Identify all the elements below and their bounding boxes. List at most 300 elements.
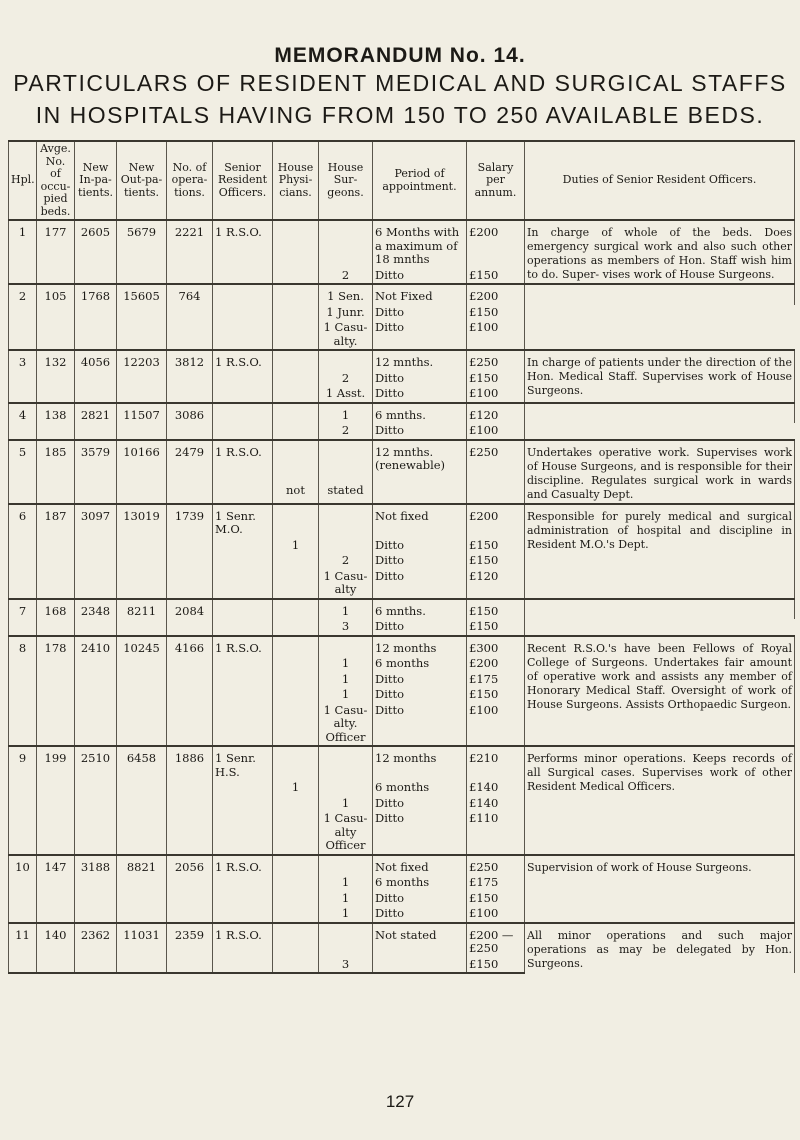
outpatients-cell	[117, 483, 167, 504]
salary-cell: £150	[467, 891, 525, 907]
beds-cell	[37, 305, 75, 321]
salary-cell: £250	[467, 350, 525, 371]
header-beds: Avge. No. of occu- pied beds.	[37, 141, 75, 220]
senior-officer-cell	[213, 906, 273, 923]
house-physicians-cell: not	[273, 483, 319, 504]
operations-cell: 2221	[167, 220, 213, 268]
outpatients-cell	[117, 957, 167, 974]
house-physicians-cell	[273, 891, 319, 907]
table-row	[9, 599, 795, 620]
beds-cell	[37, 656, 75, 672]
senior-officer-cell	[213, 875, 273, 891]
beds-cell	[37, 569, 75, 599]
beds-cell	[37, 386, 75, 403]
hospital-number-cell	[9, 957, 37, 974]
outpatients-cell: 11507	[117, 403, 167, 424]
duties-cell: Performs minor operations. Keeps records of all Surgical cases. Supervises work of other Resident Medical Officers.	[525, 746, 795, 855]
beds-cell: 185	[37, 440, 75, 483]
house-physicians-cell	[273, 636, 319, 657]
house-surgeons-cell: 1	[319, 599, 373, 620]
outpatients-cell	[117, 875, 167, 891]
table-row	[9, 855, 795, 876]
period-cell: 6 mnths.	[373, 403, 467, 424]
salary-cell: £150	[467, 553, 525, 569]
house-surgeons-cell: 2	[319, 268, 373, 285]
hospital-number-cell	[9, 703, 37, 747]
period-cell: 6 months	[373, 780, 467, 796]
inpatients-cell	[75, 780, 117, 796]
inpatients-cell	[75, 656, 117, 672]
beds-cell	[37, 957, 75, 974]
senior-officer-cell	[213, 403, 273, 424]
house-surgeons-cell: 1	[319, 403, 373, 424]
table-row	[9, 636, 795, 657]
hospital-number-cell	[9, 371, 37, 387]
house-surgeons-cell	[319, 220, 373, 268]
hospital-number-cell	[9, 538, 37, 554]
senior-officer-cell	[213, 780, 273, 796]
senior-officer-cell	[213, 811, 273, 855]
beds-cell	[37, 796, 75, 812]
table-row	[9, 320, 795, 350]
hospital-number-cell	[9, 305, 37, 321]
duties-cell: Supervision of work of House Surgeons.	[525, 855, 795, 923]
beds-cell	[37, 268, 75, 285]
table-row	[9, 619, 795, 636]
document-title-line-1: PARTICULARS OF RESIDENT MEDICAL AND SURGICAL STAFFS	[13, 70, 787, 96]
hospital-number-cell: 9	[9, 746, 37, 780]
house-physicians-cell	[273, 923, 319, 957]
period-cell: Ditto	[373, 305, 467, 321]
senior-officer-cell	[213, 553, 273, 569]
salary-cell: £150	[467, 268, 525, 285]
hospital-number-cell	[9, 483, 37, 504]
period-cell: Ditto	[373, 796, 467, 812]
senior-officer-cell	[213, 957, 273, 974]
hospital-number-cell	[9, 796, 37, 812]
inpatients-cell	[75, 538, 117, 554]
senior-officer-cell	[213, 569, 273, 599]
hospital-number-cell: 1	[9, 220, 37, 268]
outpatients-cell	[117, 268, 167, 285]
house-surgeons-cell: 1	[319, 672, 373, 688]
house-surgeons-cell	[319, 780, 373, 796]
house-surgeons-cell: 1 Sen.	[319, 284, 373, 305]
house-surgeons-cell	[319, 923, 373, 957]
inpatients-cell	[75, 386, 117, 403]
house-surgeons-cell: 1 Casu- alty.	[319, 320, 373, 350]
hospital-number-cell: 10	[9, 855, 37, 876]
operations-cell	[167, 619, 213, 636]
period-cell: Ditto	[373, 371, 467, 387]
outpatients-cell: 12203	[117, 350, 167, 371]
page-number: 127	[385, 1092, 415, 1111]
beds-cell	[37, 483, 75, 504]
period-cell: Ditto	[373, 423, 467, 440]
duties-cell: In charge of patients under the direction of the Hon. Medical Staff. Supervises work of House Surgeons.	[525, 350, 795, 403]
beds-cell	[37, 619, 75, 636]
house-physicians-cell: 1	[273, 538, 319, 554]
operations-cell	[167, 371, 213, 387]
salary-cell: £200	[467, 220, 525, 268]
beds-cell: 178	[37, 636, 75, 657]
beds-cell	[37, 703, 75, 747]
house-surgeons-cell: 1 Casu- alty Officer	[319, 811, 373, 855]
senior-officer-cell	[213, 305, 273, 321]
inpatients-cell: 2605	[75, 220, 117, 268]
operations-cell: 3812	[167, 350, 213, 371]
hospital-number-cell	[9, 553, 37, 569]
inpatients-cell	[75, 957, 117, 974]
outpatients-cell	[117, 796, 167, 812]
salary-cell: £175	[467, 672, 525, 688]
house-surgeons-cell	[319, 538, 373, 554]
house-physicians-cell	[273, 746, 319, 780]
outpatients-cell	[117, 906, 167, 923]
table-row	[9, 403, 795, 424]
salary-cell: £110	[467, 811, 525, 855]
senior-officer-cell	[213, 619, 273, 636]
salary-cell: £150	[467, 599, 525, 620]
house-physicians-cell	[273, 703, 319, 747]
house-surgeons-cell: 3	[319, 619, 373, 636]
beds-cell	[37, 538, 75, 554]
period-cell: Ditto	[373, 811, 467, 855]
inpatients-cell	[75, 906, 117, 923]
header-hpl: Hpl.	[9, 141, 37, 220]
outpatients-cell: 13019	[117, 504, 167, 538]
house-physicians-cell	[273, 811, 319, 855]
beds-cell: 140	[37, 923, 75, 957]
hospital-number-cell: 4	[9, 403, 37, 424]
salary-cell: £140	[467, 796, 525, 812]
outpatients-cell	[117, 386, 167, 403]
period-cell: 6 mnths.	[373, 599, 467, 620]
period-cell: 12 mnths.	[373, 350, 467, 371]
operations-cell: 2479	[167, 440, 213, 483]
salary-cell: £120	[467, 569, 525, 599]
period-cell: Ditto	[373, 553, 467, 569]
outpatients-cell: 10166	[117, 440, 167, 483]
operations-cell	[167, 386, 213, 403]
operations-cell	[167, 538, 213, 554]
house-physicians-cell	[273, 599, 319, 620]
period-cell: Ditto	[373, 672, 467, 688]
senior-officer-cell: 1 R.S.O.	[213, 855, 273, 876]
hospital-number-cell	[9, 687, 37, 703]
outpatients-cell	[117, 553, 167, 569]
beds-cell	[37, 875, 75, 891]
senior-officer-cell	[213, 538, 273, 554]
house-physicians-cell	[273, 553, 319, 569]
house-surgeons-cell: 1	[319, 875, 373, 891]
senior-officer-cell: 1 R.S.O.	[213, 440, 273, 483]
table-row	[9, 220, 795, 268]
house-surgeons-cell: 1	[319, 656, 373, 672]
house-physicians-cell	[273, 957, 319, 974]
duties-cell: In charge of whole of the beds. Does emergency surgical work and also such other operations as members of Hon. Staff wish him to do. Super- vises work of House Surgeons.	[525, 220, 795, 284]
inpatients-cell	[75, 672, 117, 688]
period-cell	[373, 483, 467, 504]
inpatients-cell	[75, 483, 117, 504]
salary-cell: £300	[467, 636, 525, 657]
table-row	[9, 504, 795, 538]
house-surgeons-cell	[319, 855, 373, 876]
house-physicians-cell	[273, 268, 319, 285]
house-physicians-cell	[273, 569, 319, 599]
outpatients-cell: 11031	[117, 923, 167, 957]
outpatients-cell	[117, 538, 167, 554]
salary-cell: £150	[467, 687, 525, 703]
beds-cell	[37, 423, 75, 440]
period-cell: Ditto	[373, 386, 467, 403]
beds-cell	[37, 811, 75, 855]
duties-cell	[525, 403, 795, 424]
outpatients-cell	[117, 672, 167, 688]
duties-cell: Responsible for purely medical and surgical administration of hospital and discipline in Resident M.O.'s Dept.	[525, 504, 795, 599]
house-physicians-cell	[273, 656, 319, 672]
operations-cell	[167, 703, 213, 747]
inpatients-cell: 2362	[75, 923, 117, 957]
house-surgeons-cell: 1 Casu- alty. Officer	[319, 703, 373, 747]
period-cell: Ditto	[373, 906, 467, 923]
hospital-number-cell	[9, 811, 37, 855]
beds-cell	[37, 687, 75, 703]
house-physicians-cell	[273, 855, 319, 876]
period-cell: 6 Months with a maximum of 18 mnths	[373, 220, 467, 268]
operations-cell	[167, 891, 213, 907]
period-cell: Ditto	[373, 268, 467, 285]
senior-officer-cell	[213, 320, 273, 350]
header-salary: Salary per annum.	[467, 141, 525, 220]
beds-cell: 147	[37, 855, 75, 876]
period-cell: Not fixed	[373, 504, 467, 538]
house-physicians-cell	[273, 619, 319, 636]
house-surgeons-cell	[319, 440, 373, 483]
house-physicians-cell	[273, 350, 319, 371]
table-row	[9, 284, 795, 305]
senior-officer-cell	[213, 656, 273, 672]
senior-officer-cell: 1 R.S.O.	[213, 220, 273, 268]
outpatients-cell	[117, 811, 167, 855]
inpatients-cell	[75, 891, 117, 907]
house-physicians-cell: 1	[273, 780, 319, 796]
hospital-number-cell	[9, 656, 37, 672]
senior-officer-cell: 1 Senr. H.S.	[213, 746, 273, 780]
operations-cell: 1739	[167, 504, 213, 538]
salary-cell: £150	[467, 371, 525, 387]
outpatients-cell: 10245	[117, 636, 167, 657]
inpatients-cell	[75, 796, 117, 812]
header-period: Period of appointment.	[373, 141, 467, 220]
inpatients-cell	[75, 811, 117, 855]
inpatients-cell	[75, 703, 117, 747]
operations-cell: 1886	[167, 746, 213, 780]
period-cell: Ditto	[373, 687, 467, 703]
header-operations: No. of opera- tions.	[167, 141, 213, 220]
duties-cell: All minor operations and such major operations as may be delegated by Hon. Surgeons.	[525, 923, 795, 974]
period-cell: Ditto	[373, 891, 467, 907]
hospital-number-cell: 8	[9, 636, 37, 657]
period-cell: 12 mnths. (renewable)	[373, 440, 467, 483]
table-row	[9, 746, 795, 780]
outpatients-cell	[117, 703, 167, 747]
inpatients-cell: 2821	[75, 403, 117, 424]
outpatients-cell	[117, 656, 167, 672]
senior-officer-cell	[213, 672, 273, 688]
operations-cell	[167, 569, 213, 599]
senior-officer-cell	[213, 386, 273, 403]
inpatients-cell: 2410	[75, 636, 117, 657]
hospital-number-cell: 6	[9, 504, 37, 538]
period-cell: 6 months	[373, 656, 467, 672]
operations-cell	[167, 305, 213, 321]
staff-table	[8, 140, 795, 974]
inpatients-cell: 3579	[75, 440, 117, 483]
house-surgeons-cell: 3	[319, 957, 373, 974]
inpatients-cell	[75, 371, 117, 387]
operations-cell	[167, 553, 213, 569]
outpatients-cell	[117, 619, 167, 636]
outpatients-cell	[117, 320, 167, 350]
senior-officer-cell: 1 R.S.O.	[213, 350, 273, 371]
salary-cell: £140	[467, 780, 525, 796]
house-physicians-cell	[273, 220, 319, 268]
hospital-number-cell: 11	[9, 923, 37, 957]
house-surgeons-cell: 1 Asst.	[319, 386, 373, 403]
document-title-line-2: IN HOSPITALS HAVING FROM 150 TO 250 AVAILABLE BEDS.	[35, 102, 765, 128]
hospital-number-cell: 7	[9, 599, 37, 620]
senior-officer-cell: 1 R.S.O.	[213, 923, 273, 957]
operations-cell	[167, 875, 213, 891]
outpatients-cell	[117, 305, 167, 321]
inpatients-cell: 3097	[75, 504, 117, 538]
outpatients-cell: 8821	[117, 855, 167, 876]
inpatients-cell	[75, 875, 117, 891]
house-physicians-cell	[273, 403, 319, 424]
inpatients-cell: 2510	[75, 746, 117, 780]
outpatients-cell	[117, 780, 167, 796]
inpatients-cell: 4056	[75, 350, 117, 371]
house-physicians-cell	[273, 371, 319, 387]
outpatients-cell	[117, 371, 167, 387]
salary-cell: £100	[467, 703, 525, 747]
hospital-number-cell	[9, 320, 37, 350]
header-house-physicians: House Physi- cians.	[273, 141, 319, 220]
house-physicians-cell	[273, 875, 319, 891]
salary-cell	[467, 483, 525, 504]
table-row	[9, 423, 795, 440]
beds-cell	[37, 320, 75, 350]
house-physicians-cell	[273, 687, 319, 703]
salary-cell: £250	[467, 855, 525, 876]
house-surgeons-cell: stated	[319, 483, 373, 504]
beds-cell: 105	[37, 284, 75, 305]
operations-cell	[167, 957, 213, 974]
operations-cell: 3086	[167, 403, 213, 424]
hospital-number-cell	[9, 672, 37, 688]
period-cell: Ditto	[373, 538, 467, 554]
house-surgeons-cell: 1	[319, 906, 373, 923]
beds-cell	[37, 553, 75, 569]
senior-officer-cell	[213, 891, 273, 907]
salary-cell: £200 —£250	[467, 923, 525, 957]
inpatients-cell: 2348	[75, 599, 117, 620]
beds-cell: 132	[37, 350, 75, 371]
outpatients-cell: 8211	[117, 599, 167, 620]
salary-cell: £150	[467, 957, 525, 974]
house-physicians-cell	[273, 906, 319, 923]
outpatients-cell: 15605	[117, 284, 167, 305]
senior-officer-cell	[213, 599, 273, 620]
operations-cell: 764	[167, 284, 213, 305]
hospital-number-cell: 3	[9, 350, 37, 371]
house-physicians-cell	[273, 305, 319, 321]
beds-cell: 168	[37, 599, 75, 620]
period-cell: Not stated	[373, 923, 467, 957]
salary-cell: £250	[467, 440, 525, 483]
house-physicians-cell	[273, 440, 319, 483]
header-outpatients: New Out-pa- tients.	[117, 141, 167, 220]
senior-officer-cell	[213, 423, 273, 440]
salary-cell: £100	[467, 320, 525, 350]
house-surgeons-cell: 1 Junr.	[319, 305, 373, 321]
inpatients-cell	[75, 423, 117, 440]
beds-cell	[37, 371, 75, 387]
salary-cell: £100	[467, 386, 525, 403]
senior-officer-cell	[213, 268, 273, 285]
house-surgeons-cell: 2	[319, 423, 373, 440]
operations-cell: 4166	[167, 636, 213, 657]
beds-cell: 199	[37, 746, 75, 780]
senior-officer-cell	[213, 483, 273, 504]
senior-officer-cell	[213, 284, 273, 305]
house-physicians-cell	[273, 672, 319, 688]
operations-cell	[167, 906, 213, 923]
house-surgeons-cell	[319, 746, 373, 780]
operations-cell: 2056	[167, 855, 213, 876]
duties-cell: Recent R.S.O.'s have been Fellows of Royal College of Surgeons. Undertakes fair amount of operative work and assists any member of Honorary Medical Staff. Oversight of work of House Surgeons. Assists Orthopaedic Surgeon.	[525, 636, 795, 747]
house-physicians-cell	[273, 386, 319, 403]
inpatients-cell: 1768	[75, 284, 117, 305]
outpatients-cell	[117, 569, 167, 599]
header-senior-officers: Senior Resident Officers.	[213, 141, 273, 220]
hospital-number-cell	[9, 780, 37, 796]
duties-cell: Undertakes operative work. Supervises work of House Surgeons, and is responsible for their discipline. Regulates surgical work in wards and Casualty Dept.	[525, 440, 795, 504]
inpatients-cell	[75, 553, 117, 569]
period-cell: Ditto	[373, 320, 467, 350]
period-cell: Not Fixed	[373, 284, 467, 305]
operations-cell	[167, 320, 213, 350]
outpatients-cell: 6458	[117, 746, 167, 780]
period-cell: Not fixed	[373, 855, 467, 876]
house-physicians-cell	[273, 320, 319, 350]
outpatients-cell: 5679	[117, 220, 167, 268]
table-row	[9, 923, 795, 957]
house-physicians-cell	[273, 504, 319, 538]
house-surgeons-cell	[319, 350, 373, 371]
house-surgeons-cell: 2	[319, 371, 373, 387]
operations-cell	[167, 780, 213, 796]
operations-cell	[167, 483, 213, 504]
house-physicians-cell	[273, 423, 319, 440]
header-row	[9, 141, 795, 220]
table-row	[9, 305, 795, 321]
inpatients-cell	[75, 687, 117, 703]
outpatients-cell	[117, 423, 167, 440]
beds-cell	[37, 780, 75, 796]
salary-cell: £150	[467, 305, 525, 321]
